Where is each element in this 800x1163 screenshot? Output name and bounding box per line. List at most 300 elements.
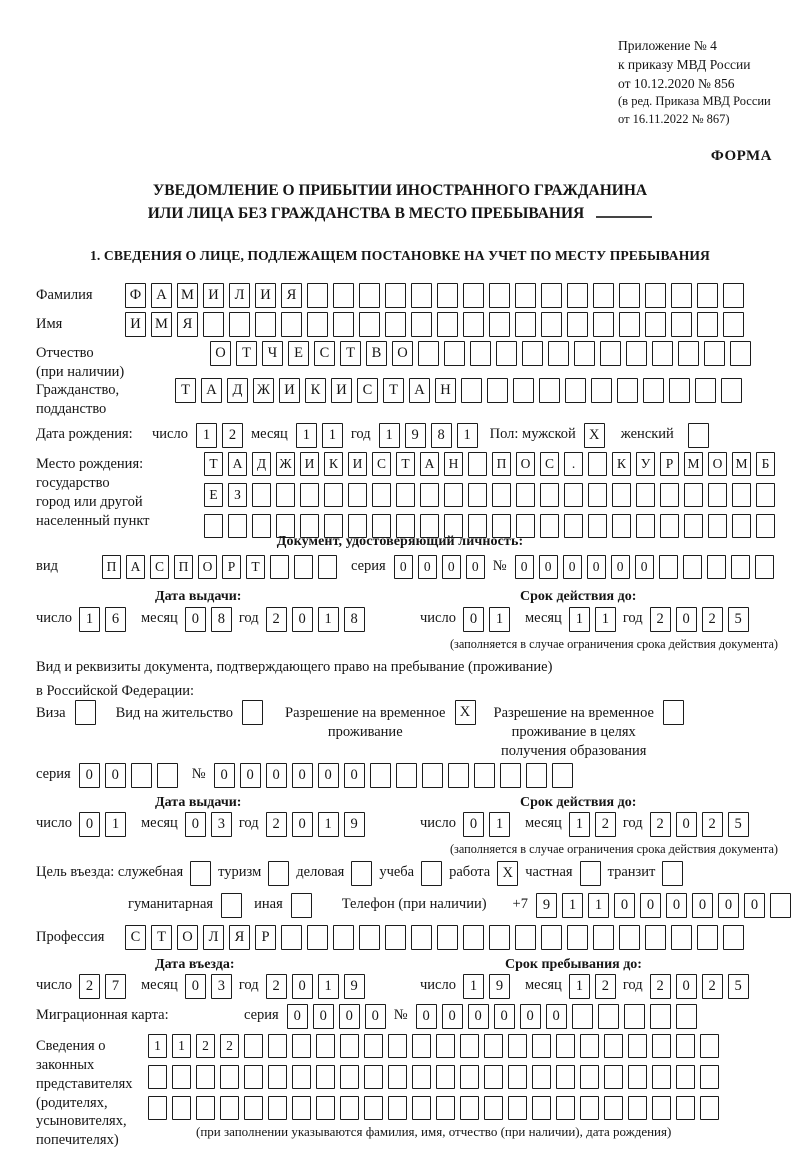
form-cell[interactable] <box>731 555 750 579</box>
form-cell[interactable]: 0 <box>563 555 582 579</box>
form-cell[interactable]: 0 <box>718 893 739 918</box>
form-cell[interactable] <box>270 555 289 579</box>
form-cell[interactable]: 1 <box>463 974 484 999</box>
form-cell[interactable] <box>75 700 96 725</box>
form-cell[interactable] <box>697 283 718 308</box>
form-cell[interactable] <box>688 423 709 448</box>
form-cell[interactable] <box>628 1096 647 1120</box>
form-cell[interactable] <box>316 1096 335 1120</box>
form-cell[interactable]: И <box>331 378 352 403</box>
form-cell[interactable]: Т <box>396 452 415 476</box>
form-cell[interactable] <box>541 925 562 950</box>
form-cell[interactable]: 0 <box>339 1004 360 1029</box>
form-cell[interactable]: 0 <box>442 1004 463 1029</box>
form-cell[interactable]: 2 <box>702 607 723 632</box>
form-cell[interactable] <box>196 1096 215 1120</box>
form-cell[interactable] <box>422 763 443 788</box>
form-cell[interactable] <box>593 925 614 950</box>
form-cell[interactable] <box>190 861 211 886</box>
form-cell[interactable] <box>411 283 432 308</box>
form-cell[interactable]: П <box>102 555 121 579</box>
form-cell[interactable] <box>513 378 534 403</box>
form-cell[interactable]: Я <box>229 925 250 950</box>
form-cell[interactable]: 0 <box>185 974 206 999</box>
form-cell[interactable]: 0 <box>240 763 261 788</box>
form-cell[interactable] <box>532 1096 551 1120</box>
form-cell[interactable]: 1 <box>318 812 339 837</box>
form-cell[interactable]: 2 <box>266 974 287 999</box>
form-cell[interactable] <box>252 483 271 507</box>
form-cell[interactable] <box>676 1034 695 1058</box>
form-cell[interactable]: О <box>516 452 535 476</box>
form-cell[interactable]: М <box>684 452 703 476</box>
form-cell[interactable] <box>541 283 562 308</box>
form-cell[interactable] <box>526 763 547 788</box>
form-cell[interactable] <box>396 763 417 788</box>
form-cell[interactable] <box>463 283 484 308</box>
form-cell[interactable] <box>220 1096 239 1120</box>
form-cell[interactable]: И <box>255 283 276 308</box>
form-cell[interactable]: 0 <box>79 763 100 788</box>
form-cell[interactable]: 0 <box>676 812 697 837</box>
form-cell[interactable]: Ч <box>262 341 283 366</box>
form-cell[interactable] <box>340 1065 359 1089</box>
form-cell[interactable] <box>652 1034 671 1058</box>
form-cell[interactable] <box>695 378 716 403</box>
form-cell[interactable] <box>220 1065 239 1089</box>
form-cell[interactable] <box>172 1065 191 1089</box>
form-cell[interactable]: 9 <box>489 974 510 999</box>
form-cell[interactable]: 1 <box>196 423 217 448</box>
form-cell[interactable]: М <box>177 283 198 308</box>
form-cell[interactable] <box>619 312 640 337</box>
form-cell[interactable]: Н <box>444 452 463 476</box>
form-cell[interactable]: 0 <box>463 812 484 837</box>
form-cell[interactable] <box>508 1034 527 1058</box>
form-cell[interactable] <box>340 1034 359 1058</box>
form-cell[interactable] <box>604 1065 623 1089</box>
form-cell[interactable] <box>626 341 647 366</box>
form-cell[interactable] <box>628 1065 647 1089</box>
form-cell[interactable] <box>707 555 726 579</box>
form-cell[interactable]: 0 <box>587 555 606 579</box>
form-cell[interactable] <box>388 1065 407 1089</box>
form-cell[interactable] <box>515 283 536 308</box>
form-cell[interactable] <box>318 555 337 579</box>
form-cell[interactable] <box>572 1004 593 1029</box>
form-cell[interactable] <box>364 1034 383 1058</box>
form-cell[interactable]: 0 <box>292 812 313 837</box>
form-cell[interactable]: X <box>455 700 476 725</box>
form-cell[interactable]: 9 <box>536 893 557 918</box>
form-cell[interactable]: И <box>348 452 367 476</box>
form-cell[interactable]: Е <box>204 483 223 507</box>
form-cell[interactable]: О <box>210 341 231 366</box>
form-cell[interactable] <box>340 1096 359 1120</box>
form-cell[interactable]: Т <box>151 925 172 950</box>
form-cell[interactable]: 0 <box>313 1004 334 1029</box>
form-cell[interactable] <box>411 312 432 337</box>
form-cell[interactable]: 6 <box>105 607 126 632</box>
form-cell[interactable] <box>755 555 774 579</box>
form-cell[interactable] <box>683 555 702 579</box>
form-cell[interactable] <box>448 763 469 788</box>
form-cell[interactable] <box>348 483 367 507</box>
form-cell[interactable]: С <box>314 341 335 366</box>
form-cell[interactable] <box>242 700 263 725</box>
form-cell[interactable]: 0 <box>344 763 365 788</box>
form-cell[interactable]: 0 <box>266 763 287 788</box>
form-cell[interactable] <box>268 1065 287 1089</box>
form-cell[interactable]: И <box>279 378 300 403</box>
form-cell[interactable] <box>532 1065 551 1089</box>
form-cell[interactable]: 1 <box>569 974 590 999</box>
form-cell[interactable] <box>487 378 508 403</box>
form-cell[interactable] <box>492 483 511 507</box>
form-cell[interactable]: . <box>564 452 583 476</box>
form-cell[interactable] <box>324 483 343 507</box>
form-cell[interactable]: 2 <box>650 812 671 837</box>
form-cell[interactable]: 2 <box>266 812 287 837</box>
form-cell[interactable]: 0 <box>692 893 713 918</box>
form-cell[interactable]: С <box>372 452 391 476</box>
form-cell[interactable]: 1 <box>595 607 616 632</box>
form-cell[interactable] <box>333 283 354 308</box>
form-cell[interactable] <box>268 1096 287 1120</box>
form-cell[interactable]: П <box>492 452 511 476</box>
form-cell[interactable]: А <box>126 555 145 579</box>
form-cell[interactable] <box>437 925 458 950</box>
form-cell[interactable]: Д <box>252 452 271 476</box>
form-cell[interactable] <box>255 312 276 337</box>
form-cell[interactable] <box>704 341 725 366</box>
form-cell[interactable]: 2 <box>266 607 287 632</box>
form-cell[interactable] <box>532 1034 551 1058</box>
form-cell[interactable] <box>460 1096 479 1120</box>
form-cell[interactable] <box>388 1096 407 1120</box>
form-cell[interactable]: 1 <box>562 893 583 918</box>
form-cell[interactable]: 2 <box>79 974 100 999</box>
form-cell[interactable] <box>221 893 242 918</box>
form-cell[interactable] <box>396 483 415 507</box>
form-cell[interactable]: 0 <box>614 893 635 918</box>
form-cell[interactable]: 8 <box>211 607 232 632</box>
form-cell[interactable] <box>364 1096 383 1120</box>
form-cell[interactable] <box>463 925 484 950</box>
form-cell[interactable] <box>351 861 372 886</box>
form-cell[interactable] <box>359 312 380 337</box>
form-cell[interactable] <box>437 312 458 337</box>
form-cell[interactable]: Д <box>227 378 248 403</box>
form-cell[interactable]: Я <box>281 283 302 308</box>
form-cell[interactable] <box>619 925 640 950</box>
form-cell[interactable]: 0 <box>442 555 461 579</box>
form-cell[interactable] <box>556 1065 575 1089</box>
form-cell[interactable]: 2 <box>702 974 723 999</box>
form-cell[interactable] <box>697 312 718 337</box>
form-cell[interactable]: Т <box>340 341 361 366</box>
form-cell[interactable] <box>676 1096 695 1120</box>
form-cell[interactable] <box>359 283 380 308</box>
form-cell[interactable] <box>316 1034 335 1058</box>
form-cell[interactable] <box>385 312 406 337</box>
form-cell[interactable] <box>580 1065 599 1089</box>
form-cell[interactable] <box>436 1034 455 1058</box>
form-cell[interactable] <box>484 1065 503 1089</box>
form-cell[interactable]: 0 <box>79 812 100 837</box>
form-cell[interactable]: 0 <box>214 763 235 788</box>
form-cell[interactable] <box>564 483 583 507</box>
form-cell[interactable] <box>131 763 152 788</box>
form-cell[interactable]: 1 <box>569 812 590 837</box>
form-cell[interactable]: 1 <box>379 423 400 448</box>
form-cell[interactable] <box>574 341 595 366</box>
form-cell[interactable] <box>770 893 791 918</box>
form-cell[interactable] <box>463 312 484 337</box>
form-cell[interactable]: 2 <box>595 974 616 999</box>
form-cell[interactable] <box>196 1065 215 1089</box>
form-cell[interactable]: Т <box>204 452 223 476</box>
form-cell[interactable] <box>420 483 439 507</box>
form-cell[interactable]: X <box>497 861 518 886</box>
form-cell[interactable] <box>203 312 224 337</box>
form-cell[interactable] <box>172 1096 191 1120</box>
form-cell[interactable] <box>300 483 319 507</box>
form-cell[interactable] <box>468 452 487 476</box>
form-cell[interactable] <box>619 283 640 308</box>
form-cell[interactable]: 0 <box>494 1004 515 1029</box>
form-cell[interactable]: 1 <box>318 974 339 999</box>
form-cell[interactable]: 0 <box>546 1004 567 1029</box>
form-cell[interactable]: 1 <box>489 812 510 837</box>
form-cell[interactable]: 0 <box>744 893 765 918</box>
form-cell[interactable]: А <box>151 283 172 308</box>
form-cell[interactable] <box>148 1065 167 1089</box>
form-cell[interactable] <box>268 861 289 886</box>
form-cell[interactable]: М <box>151 312 172 337</box>
form-cell[interactable] <box>591 378 612 403</box>
form-cell[interactable]: 2 <box>196 1034 215 1058</box>
form-cell[interactable]: 5 <box>728 812 749 837</box>
form-cell[interactable]: Т <box>383 378 404 403</box>
form-cell[interactable] <box>292 1034 311 1058</box>
form-cell[interactable] <box>470 341 491 366</box>
form-cell[interactable]: 1 <box>569 607 590 632</box>
form-cell[interactable] <box>676 1004 697 1029</box>
form-cell[interactable]: О <box>198 555 217 579</box>
form-cell[interactable] <box>489 312 510 337</box>
form-cell[interactable] <box>333 925 354 950</box>
form-cell[interactable] <box>515 312 536 337</box>
form-cell[interactable]: 5 <box>728 607 749 632</box>
form-cell[interactable] <box>660 483 679 507</box>
form-cell[interactable] <box>292 1065 311 1089</box>
form-cell[interactable]: И <box>125 312 146 337</box>
form-cell[interactable]: 1 <box>457 423 478 448</box>
form-cell[interactable]: 1 <box>172 1034 191 1058</box>
form-cell[interactable]: С <box>125 925 146 950</box>
form-cell[interactable]: П <box>174 555 193 579</box>
form-cell[interactable] <box>418 341 439 366</box>
form-cell[interactable] <box>385 925 406 950</box>
form-cell[interactable] <box>461 378 482 403</box>
form-cell[interactable]: 0 <box>287 1004 308 1029</box>
form-cell[interactable] <box>684 483 703 507</box>
form-cell[interactable]: 2 <box>650 607 671 632</box>
form-cell[interactable]: Т <box>236 341 257 366</box>
form-cell[interactable] <box>508 1065 527 1089</box>
form-cell[interactable] <box>652 1065 671 1089</box>
form-cell[interactable] <box>617 378 638 403</box>
form-cell[interactable] <box>412 1034 431 1058</box>
form-cell[interactable] <box>730 341 751 366</box>
form-cell[interactable] <box>474 763 495 788</box>
form-cell[interactable]: И <box>300 452 319 476</box>
form-cell[interactable] <box>421 861 442 886</box>
form-cell[interactable] <box>604 1034 623 1058</box>
form-cell[interactable]: 7 <box>105 974 126 999</box>
form-cell[interactable]: Л <box>203 925 224 950</box>
form-cell[interactable]: 0 <box>515 555 534 579</box>
form-cell[interactable]: М <box>732 452 751 476</box>
form-cell[interactable] <box>580 861 601 886</box>
form-cell[interactable] <box>540 483 559 507</box>
form-cell[interactable]: 2 <box>222 423 243 448</box>
form-cell[interactable] <box>291 893 312 918</box>
form-cell[interactable] <box>522 341 543 366</box>
form-cell[interactable] <box>645 925 666 950</box>
form-cell[interactable] <box>372 483 391 507</box>
form-cell[interactable]: Р <box>660 452 679 476</box>
form-cell[interactable] <box>496 341 517 366</box>
form-cell[interactable]: 0 <box>418 555 437 579</box>
form-cell[interactable] <box>281 925 302 950</box>
form-cell[interactable] <box>244 1034 263 1058</box>
form-cell[interactable] <box>593 283 614 308</box>
form-cell[interactable]: 2 <box>595 812 616 837</box>
form-cell[interactable]: Ж <box>276 452 295 476</box>
form-cell[interactable]: К <box>612 452 631 476</box>
form-cell[interactable] <box>708 483 727 507</box>
form-cell[interactable]: Л <box>229 283 250 308</box>
form-cell[interactable]: О <box>177 925 198 950</box>
form-cell[interactable]: Е <box>288 341 309 366</box>
form-cell[interactable]: С <box>540 452 559 476</box>
form-cell[interactable] <box>541 312 562 337</box>
form-cell[interactable] <box>671 925 692 950</box>
form-cell[interactable] <box>552 763 573 788</box>
form-cell[interactable] <box>444 483 463 507</box>
form-cell[interactable]: 2 <box>220 1034 239 1058</box>
form-cell[interactable] <box>580 1034 599 1058</box>
form-cell[interactable] <box>676 1065 695 1089</box>
form-cell[interactable]: 0 <box>635 555 654 579</box>
form-cell[interactable]: 8 <box>344 607 365 632</box>
form-cell[interactable] <box>385 283 406 308</box>
form-cell[interactable] <box>515 925 536 950</box>
form-cell[interactable] <box>484 1034 503 1058</box>
form-cell[interactable] <box>659 555 678 579</box>
form-cell[interactable] <box>650 1004 671 1029</box>
form-cell[interactable] <box>484 1096 503 1120</box>
form-cell[interactable] <box>697 925 718 950</box>
form-cell[interactable]: 2 <box>702 812 723 837</box>
form-cell[interactable]: 0 <box>292 974 313 999</box>
form-cell[interactable]: А <box>420 452 439 476</box>
form-cell[interactable] <box>516 483 535 507</box>
form-cell[interactable]: 1 <box>318 607 339 632</box>
form-cell[interactable] <box>723 925 744 950</box>
form-cell[interactable] <box>567 283 588 308</box>
form-cell[interactable]: 1 <box>79 607 100 632</box>
form-cell[interactable] <box>436 1096 455 1120</box>
form-cell[interactable] <box>700 1034 719 1058</box>
form-cell[interactable]: 2 <box>650 974 671 999</box>
form-cell[interactable] <box>292 1096 311 1120</box>
form-cell[interactable] <box>723 312 744 337</box>
form-cell[interactable]: 0 <box>666 893 687 918</box>
form-cell[interactable] <box>333 312 354 337</box>
form-cell[interactable] <box>604 1096 623 1120</box>
form-cell[interactable] <box>556 1096 575 1120</box>
form-cell[interactable] <box>600 341 621 366</box>
form-cell[interactable]: Ф <box>125 283 146 308</box>
form-cell[interactable] <box>388 1034 407 1058</box>
form-cell[interactable] <box>662 861 683 886</box>
form-cell[interactable]: Р <box>255 925 276 950</box>
form-cell[interactable]: Т <box>246 555 265 579</box>
form-cell[interactable] <box>567 312 588 337</box>
form-cell[interactable] <box>148 1096 167 1120</box>
form-cell[interactable] <box>370 763 391 788</box>
form-cell[interactable] <box>468 483 487 507</box>
form-cell[interactable]: А <box>409 378 430 403</box>
form-cell[interactable]: 1 <box>489 607 510 632</box>
form-cell[interactable]: И <box>203 283 224 308</box>
form-cell[interactable]: 0 <box>676 974 697 999</box>
form-cell[interactable]: 5 <box>728 974 749 999</box>
form-cell[interactable] <box>412 1096 431 1120</box>
form-cell[interactable]: 0 <box>105 763 126 788</box>
form-cell[interactable] <box>444 341 465 366</box>
form-cell[interactable] <box>678 341 699 366</box>
form-cell[interactable]: 1 <box>296 423 317 448</box>
form-cell[interactable]: 0 <box>676 607 697 632</box>
form-cell[interactable]: 0 <box>394 555 413 579</box>
form-cell[interactable] <box>244 1096 263 1120</box>
form-cell[interactable]: 9 <box>344 812 365 837</box>
form-cell[interactable] <box>663 700 684 725</box>
form-cell[interactable] <box>500 763 521 788</box>
form-cell[interactable]: 0 <box>292 763 313 788</box>
form-cell[interactable]: 0 <box>185 812 206 837</box>
form-cell[interactable] <box>364 1065 383 1089</box>
form-cell[interactable] <box>598 1004 619 1029</box>
form-cell[interactable] <box>307 312 328 337</box>
form-cell[interactable]: 0 <box>539 555 558 579</box>
form-cell[interactable] <box>229 312 250 337</box>
form-cell[interactable] <box>732 483 751 507</box>
form-cell[interactable] <box>157 763 178 788</box>
form-cell[interactable]: Н <box>435 378 456 403</box>
form-cell[interactable] <box>700 1096 719 1120</box>
form-cell[interactable] <box>316 1065 335 1089</box>
form-cell[interactable]: В <box>366 341 387 366</box>
form-cell[interactable]: Я <box>177 312 198 337</box>
form-cell[interactable]: 1 <box>148 1034 167 1058</box>
form-cell[interactable]: А <box>201 378 222 403</box>
form-cell[interactable]: 8 <box>431 423 452 448</box>
